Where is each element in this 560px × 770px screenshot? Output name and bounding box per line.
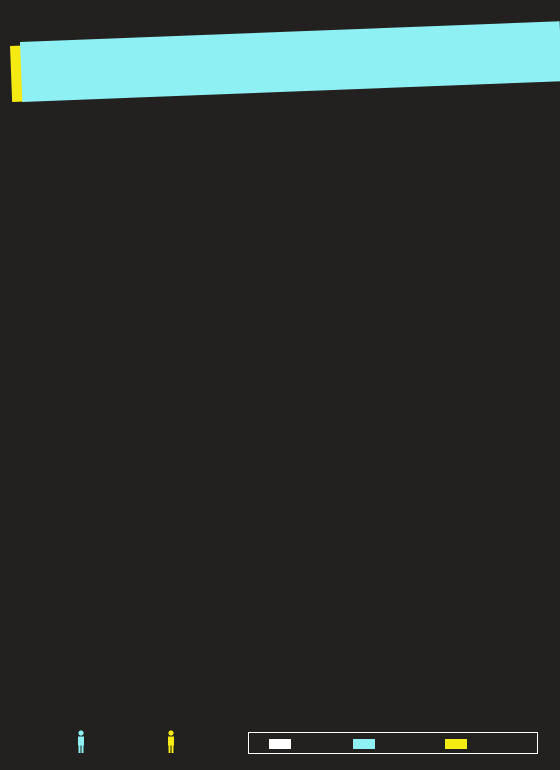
legend-swatch-never xyxy=(445,739,467,749)
legend-swatch-left-school xyxy=(269,739,291,749)
legend-swatch-enter xyxy=(353,739,375,749)
chart-legend xyxy=(248,732,538,754)
legend-figures xyxy=(75,730,245,756)
figure-legend xyxy=(75,730,245,756)
person-icon xyxy=(168,730,174,753)
person-icon xyxy=(78,730,84,753)
